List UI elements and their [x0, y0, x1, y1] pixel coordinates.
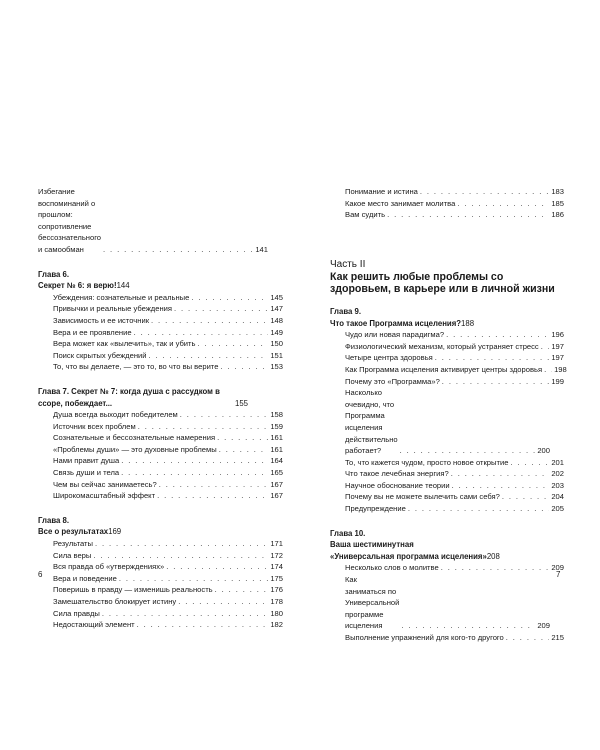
- leader-dots: [217, 432, 268, 444]
- toc-entry: [53, 490, 283, 502]
- leader-dots: [137, 619, 269, 631]
- leader-dots: [191, 292, 268, 304]
- entry-page: 203: [551, 480, 564, 490]
- entry-title: «Проблемы души» — это духовные проблемы: [53, 444, 217, 454]
- entry-title: Сила веры: [53, 550, 92, 560]
- entry-page: 198: [554, 364, 567, 374]
- entry-title: Выполнение упражнений для кого-то другого: [345, 633, 504, 642]
- part-title: Как решить любые проблемы со здоровьем, в карьере или в личной жизни: [330, 270, 555, 296]
- chapter-title-row: [38, 386, 248, 409]
- entry-page: 148: [270, 315, 283, 325]
- entry-page: 167: [270, 479, 283, 489]
- entry-title: Как Программа исцеления активирует центры здоровья: [345, 364, 543, 374]
- toc-entry: [38, 186, 268, 256]
- toc-entry: [345, 468, 564, 480]
- toc-entry: [53, 292, 283, 304]
- leader-dots: [219, 444, 269, 456]
- entry-page: 209: [537, 621, 550, 631]
- entry-page: 167: [270, 491, 283, 501]
- leader-dots: [435, 352, 550, 364]
- chapter-title: Секрет № 6: я верю!: [38, 281, 117, 291]
- entry-page: 183: [551, 187, 564, 196]
- leader-dots: [121, 455, 268, 467]
- entry-title: Четыре центра здоровья: [345, 353, 433, 363]
- toc-entry: [53, 421, 283, 433]
- entry-title: Как заниматься по Универсальной программе исцеления: [345, 575, 400, 631]
- toc-entry: [345, 209, 564, 221]
- leader-dots: [441, 562, 550, 574]
- chapter-page: 188: [461, 318, 475, 328]
- entry-title: Почему это «Программа»?: [345, 376, 440, 386]
- leader-dots: [166, 561, 268, 573]
- entry-title: Поверишь в правду — изменишь реальность: [53, 585, 213, 595]
- entry-title: Зависимость и ее источник: [53, 315, 150, 325]
- entry-title: Недостающий элемент: [53, 620, 135, 630]
- entry-title: Понимание и истина: [345, 187, 418, 196]
- leader-dots: [159, 479, 269, 491]
- leader-dots: [408, 503, 549, 515]
- chapter-label: Глава 8.: [38, 515, 70, 525]
- toc-entry: [53, 409, 283, 421]
- leader-dots: [134, 327, 269, 339]
- entry-page: 161: [270, 433, 283, 443]
- entry-page: 202: [551, 469, 564, 479]
- chapter-7: [38, 386, 283, 502]
- entry-title: Избегание воспоминаний о прошлом: сопротивление бессознательного и самообман: [38, 187, 102, 254]
- leader-dots: [215, 584, 269, 596]
- entry-title: Поиск скрытых убеждений: [53, 350, 147, 360]
- entry-page: 174: [270, 562, 283, 572]
- leader-dots: [387, 209, 549, 221]
- entry-page: 171: [270, 539, 283, 549]
- toc-entry: [53, 573, 283, 585]
- leader-dots: [401, 620, 535, 632]
- entry-title: Чудо или новая парадигма?: [345, 330, 445, 340]
- toc-entry: [345, 376, 564, 388]
- toc-entry: [53, 444, 283, 456]
- entry-page: 158: [270, 410, 283, 420]
- toc-entry: [345, 562, 564, 574]
- toc-entry: [53, 538, 283, 550]
- right-top-entries: [330, 186, 564, 221]
- toc-entry: [53, 327, 283, 339]
- leader-dots: [198, 338, 269, 350]
- entry-page: 185: [551, 198, 564, 208]
- entry-title: Сознательные и бессознательные намерения: [53, 433, 216, 443]
- entry-title: Замешательство блокирует истину: [53, 597, 177, 606]
- entry-page: 199: [551, 376, 564, 386]
- part-label: Часть II: [330, 258, 366, 270]
- entry-page: 197: [551, 353, 564, 363]
- entry-page: 164: [270, 456, 283, 466]
- leader-dots: [103, 244, 253, 256]
- entry-title: Научное обоснование теории: [345, 480, 450, 490]
- toc-entry: [53, 338, 283, 350]
- chapter-6: [38, 269, 283, 373]
- leader-dots: [151, 315, 268, 327]
- entry-page: 205: [551, 504, 564, 514]
- entry-page: 178: [270, 597, 283, 606]
- left-intro: [38, 186, 283, 256]
- chapter-label: Глава 9.: [330, 306, 362, 316]
- toc-entry: [53, 608, 283, 620]
- entry-title: Какое место занимает молитва: [345, 198, 456, 208]
- page-number-right: 7: [556, 570, 561, 579]
- toc-entry: [53, 619, 283, 631]
- entry-title: Что такое лечебная энергия?: [345, 469, 449, 479]
- leader-dots: [102, 608, 268, 620]
- entry-title: Душа всегда выходит победителем: [53, 410, 178, 420]
- leader-dots: [420, 186, 549, 198]
- leader-dots: [180, 409, 269, 421]
- leader-dots: [119, 573, 268, 585]
- leader-dots: [510, 457, 549, 469]
- chapter-title-line: Ваша шестиминутная: [330, 540, 414, 550]
- entry-page: 141: [255, 244, 268, 254]
- toc-entry: [345, 387, 550, 457]
- leader-dots: [442, 376, 550, 388]
- entry-page: 147: [270, 304, 283, 314]
- chapter-page: 208: [486, 551, 500, 561]
- toc-entry: [345, 457, 564, 469]
- entry-title: Сила правды: [53, 608, 100, 618]
- leader-dots: [452, 480, 550, 492]
- entry-title: Вера и поведение: [53, 573, 117, 583]
- toc-entry: [53, 596, 283, 608]
- chapter-title-row: [330, 318, 564, 330]
- toc-entry: [53, 561, 283, 573]
- entry-title: То, что вы делаете, — это то, во что вы верите: [53, 362, 219, 372]
- chapter-page: 144: [116, 281, 130, 291]
- toc-entry: [345, 491, 564, 503]
- chapter-entries: [38, 409, 283, 502]
- entry-page: 180: [270, 608, 283, 618]
- chapter-title-row: [38, 280, 283, 292]
- leader-dots: [451, 468, 550, 480]
- entry-page: 150: [270, 339, 283, 349]
- leader-dots: [400, 445, 536, 457]
- entry-title: Нами правит душа: [53, 456, 120, 466]
- chapter-title-row: [330, 551, 564, 563]
- entry-page: 200: [537, 446, 550, 456]
- toc-entry: [345, 329, 564, 341]
- entry-page: 159: [270, 421, 283, 431]
- leader-dots: [506, 632, 550, 644]
- entry-page: 182: [270, 620, 283, 630]
- chapter-title: Что такое Программа исцеления?: [330, 318, 462, 328]
- leader-dots: [541, 341, 550, 353]
- leader-dots: [178, 596, 268, 608]
- entry-page: 215: [551, 633, 564, 642]
- entry-page: 165: [270, 468, 283, 478]
- leader-dots: [149, 350, 269, 362]
- entry-title: Широкомасштабный эффект: [53, 491, 156, 501]
- part-heading: [330, 259, 564, 296]
- entry-page: 201: [551, 457, 564, 467]
- toc-entry: [345, 364, 567, 376]
- leader-dots: [457, 198, 549, 210]
- entry-title: Физиологический механизм, который устраняет стресс: [345, 341, 539, 351]
- entry-page: 145: [270, 292, 283, 302]
- leader-dots: [157, 490, 268, 502]
- entry-page: 153: [270, 362, 283, 372]
- toc-entry: [53, 303, 283, 315]
- chapter-title: Все о результатах: [38, 527, 109, 537]
- leader-dots: [93, 550, 268, 562]
- chapter-page: 169: [108, 527, 122, 537]
- chapter-entries: [38, 538, 283, 631]
- chapter-9: [330, 306, 567, 515]
- toc-entry: [345, 186, 564, 198]
- entry-title: Чем вы сейчас занимаетесь?: [53, 479, 157, 489]
- entry-page: 172: [270, 550, 283, 560]
- toc-entry: [345, 198, 564, 210]
- toc-entry: [345, 352, 564, 364]
- entry-title: Источник всех проблем: [53, 421, 136, 431]
- toc-entry: [53, 550, 283, 562]
- chapter-title-row: [38, 526, 283, 538]
- toc-entry: [345, 574, 550, 632]
- toc-entry: [345, 503, 564, 515]
- chapter-entries: [330, 562, 564, 643]
- entry-page: 209: [551, 563, 564, 573]
- leader-dots: [446, 329, 549, 341]
- toc-entry: [53, 479, 283, 491]
- chapter-10: [330, 528, 564, 644]
- entry-title: Убеждения: сознательные и реальные: [53, 292, 190, 302]
- entry-page: 196: [551, 330, 564, 340]
- chapter-title: Глава 7. Секрет № 7: когда душа с рассудком в ссоре, побеждает...: [38, 386, 220, 408]
- toc-entry: [53, 350, 283, 362]
- leader-dots: [544, 364, 552, 376]
- chapter-entries: [330, 329, 567, 515]
- toc-entry: [53, 584, 283, 596]
- entry-page: 175: [270, 573, 283, 583]
- entry-page: 204: [551, 492, 564, 502]
- entry-title: Насколько очевидно, что Программа исцеления действительно работает?: [345, 388, 398, 456]
- leader-dots: [174, 303, 268, 315]
- entry-title: Несколько слов о молитве: [345, 563, 439, 573]
- entry-page: 176: [270, 585, 283, 595]
- chapter-title: «Универсальная программа исцеления»: [330, 551, 487, 561]
- toc-entry: [53, 455, 283, 467]
- entry-title: Вера и ее проявление: [53, 327, 132, 337]
- leader-dots: [121, 467, 268, 479]
- chapter-label: Глава 10.: [330, 528, 366, 538]
- chapter-page: 155: [234, 398, 248, 408]
- toc-entry: [345, 632, 564, 644]
- right-page: [330, 186, 567, 644]
- toc-entry: [53, 467, 283, 479]
- entry-title: Вся правда об «утверждениях»: [53, 562, 165, 572]
- entry-title: То, что кажется чудом, просто новое открытие: [345, 457, 509, 467]
- toc-entry: [53, 432, 283, 444]
- chapter-label: Глава 6.: [38, 269, 70, 279]
- entry-title: Связь души и тела: [53, 468, 120, 478]
- toc-entry: [345, 480, 564, 492]
- entry-title: Вера может как «вылечить», так и убить: [53, 339, 196, 349]
- entry-page: 151: [270, 350, 283, 360]
- toc-entry: [53, 315, 283, 327]
- entry-page: 161: [270, 444, 283, 454]
- entry-page: 186: [551, 210, 564, 220]
- entry-title: Почему вы не можете вылечить сами себя?: [345, 492, 500, 502]
- entry-title: Привычки и реальные убеждения: [53, 304, 173, 314]
- entry-title: Вам судить: [345, 210, 386, 220]
- left-page: [38, 186, 283, 631]
- leader-dots: [220, 361, 268, 373]
- leader-dots: [95, 538, 268, 550]
- toc-entry: [345, 341, 564, 353]
- toc-entry: [53, 361, 283, 373]
- entry-title: Результаты: [53, 539, 93, 549]
- entry-page: 197: [551, 341, 564, 351]
- chapter-8: [38, 515, 283, 631]
- leader-dots: [502, 491, 549, 503]
- chapter-entries: [38, 292, 283, 373]
- entry-title: Предупреждение: [345, 504, 406, 514]
- page-number-left: 6: [38, 570, 43, 579]
- entry-page: 149: [270, 327, 283, 337]
- leader-dots: [138, 421, 269, 433]
